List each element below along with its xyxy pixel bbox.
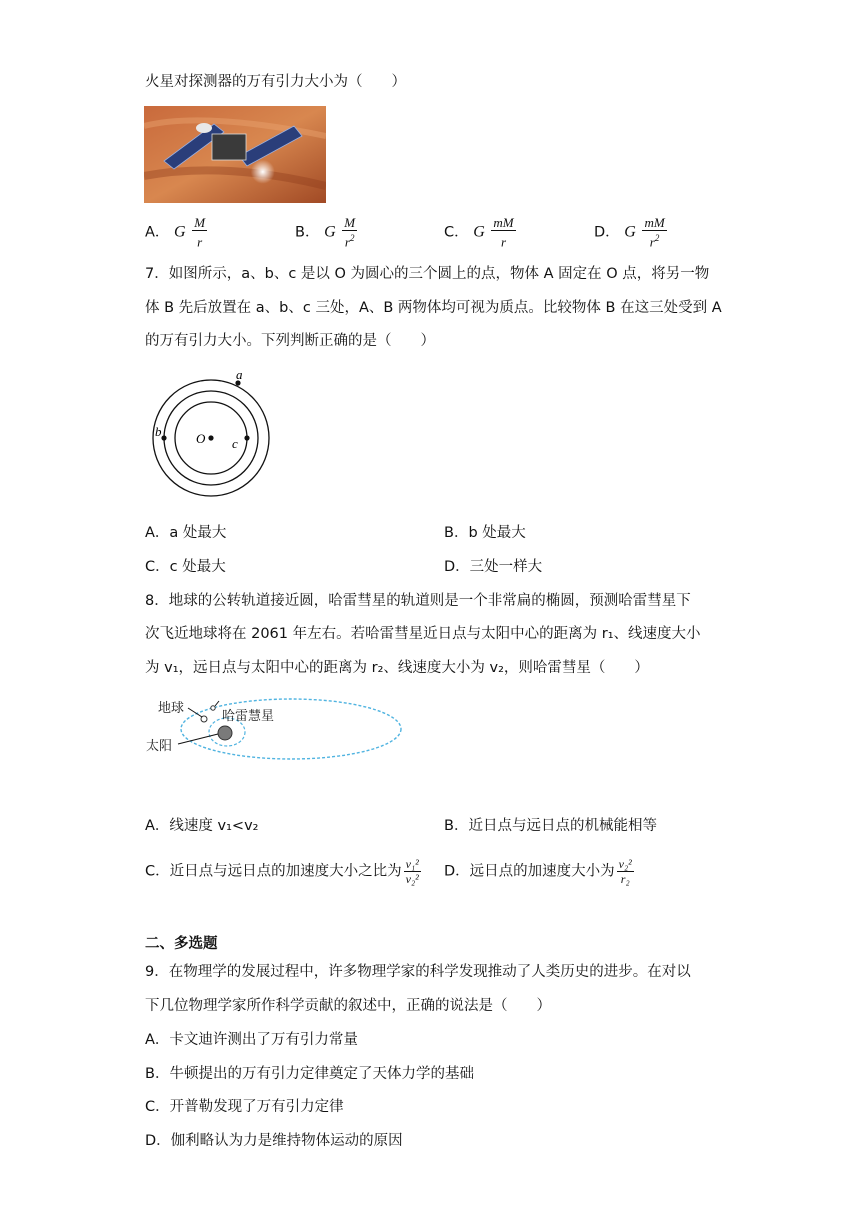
label-a: a xyxy=(236,367,243,382)
q6-option-c[interactable]: C． G $\frac{mM}{r}$ xyxy=(444,215,514,250)
q9-option-c[interactable]: C．开普勒发现了万有引力定律 xyxy=(145,1099,344,1115)
earth-label: 地球 xyxy=(158,701,185,716)
q6-option-b[interactable]: B． G $\frac{M}{r^2}$ xyxy=(295,215,356,250)
label-o: O xyxy=(196,431,206,446)
q6-option-a[interactable]: A． G $\frac{M}{r}$ xyxy=(145,215,206,250)
q9-option-d[interactable]: D．伽利略认为力是维持物体运动的原因 xyxy=(145,1133,403,1149)
q9-stem-line1: 9．在物理学的发展过程中，许多物理学家的科学发现推动了人类历史的进步。在对以 xyxy=(145,964,691,980)
q7-stem-line1: 7．如图所示，a、b、c 是以 O 为圆心的三个圆上的点，物体 A 固定在 O 点，将另一物 xyxy=(145,266,710,282)
point-c xyxy=(244,435,249,440)
q8-stem-line3: 为 v₁，远日点与太阳中心的距离为 r₂、线速度大小为 v₂，则哈雷彗星（ ） xyxy=(145,660,649,676)
q9-stem-line2: 下几位物理学家所作科学贡献的叙述中，正确的说法是（ ） xyxy=(145,998,551,1014)
q7-option-c[interactable]: C．c 处最大 xyxy=(145,559,226,575)
q8-stem-line1: 8．地球的公转轨道接近圆，哈雷彗星的轨道则是一个非常扁的椭圆，预测哈雷彗星下 xyxy=(145,593,691,609)
q9-option-b[interactable]: B．牛顿提出的万有引力定律奠定了天体力学的基础 xyxy=(145,1066,474,1082)
q8-option-d[interactable]: D．远日点的加速度大小为 $\frac{\text{v₂²}}{\text{r₂}}$ xyxy=(444,857,632,886)
q8-option-a[interactable]: A．线速度 v₁<v₂ xyxy=(145,818,259,834)
q8-option-b[interactable]: B．近日点与远日点的机械能相等 xyxy=(444,818,657,834)
q7-circles-figure xyxy=(148,366,276,500)
comet-label: 哈雷慧星 xyxy=(222,709,275,724)
q8-option-c[interactable]: C．近日点与远日点的加速度大小之比为 $\frac{\text{v₁²}}{\text{v₂²}}$ xyxy=(145,857,419,886)
sun-label: 太阳 xyxy=(146,739,173,754)
mars-probe-image xyxy=(144,106,326,203)
q8-stem-line2: 次飞近地球将在 2061 年左右。若哈雷彗星近日点与太阳中心的距离为 r₁、线速度大小 xyxy=(145,626,701,642)
q9-option-a[interactable]: A．卡文迪许测出了万有引力常量 xyxy=(145,1032,358,1048)
q8-orbit-figure xyxy=(145,692,405,770)
q6-stem: 火星对探测器的万有引力大小为（ ） xyxy=(145,74,406,90)
label-c: c xyxy=(232,436,238,451)
q7-stem-line2: 体 B 先后放置在 a、b、c 三处，A、B 两物体均可视为质点。比较物体 B 在这三处受到 A xyxy=(145,300,722,316)
q7-option-d[interactable]: D．三处一样大 xyxy=(444,559,543,575)
sun-icon xyxy=(218,726,232,740)
comet-icon xyxy=(211,706,215,710)
q6-option-d[interactable]: D． G $\frac{mM}{r^2}$ xyxy=(594,215,665,250)
label-b: b xyxy=(155,424,162,439)
point-b xyxy=(161,435,166,440)
q7-option-b[interactable]: B．b 处最大 xyxy=(444,525,526,541)
center-point-o xyxy=(208,435,213,440)
q7-stem-line3: 的万有引力大小。下列判断正确的是（ ） xyxy=(145,333,435,349)
q7-option-a[interactable]: A．a 处最大 xyxy=(145,525,227,541)
section-heading-multiple-choice: 二、多选题 xyxy=(145,936,218,952)
